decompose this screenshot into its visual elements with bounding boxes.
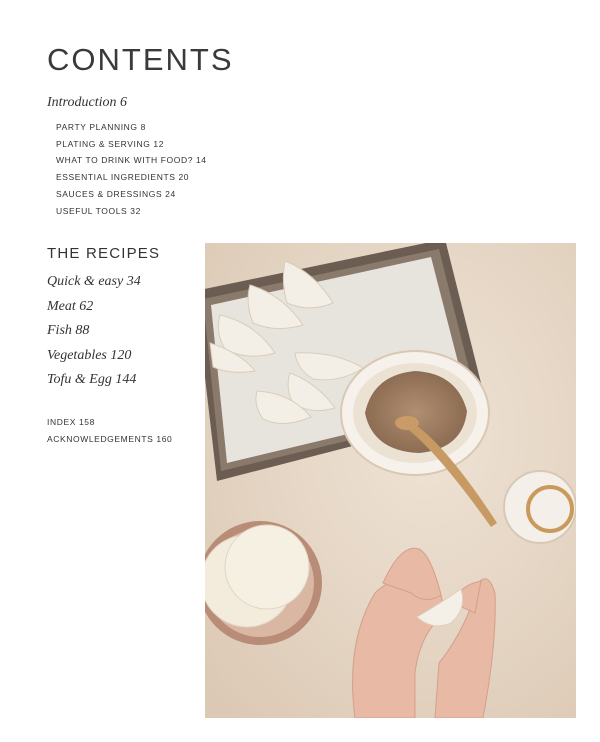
toc-item-quick-easy[interactable]: Quick & easy 34: [47, 274, 141, 289]
toc-item-plating-serving[interactable]: PLATING & SERVING 12: [56, 138, 165, 149]
sauce-bowl: [504, 471, 576, 543]
recipe-chapters: [47, 270, 141, 393]
toc-item-vegetables[interactable]: Vegetables 120: [47, 347, 132, 363]
dumpling-illustration: [205, 243, 576, 718]
recipes-heading: THE RECIPES: [47, 245, 161, 262]
toc-item-meat[interactable]: Meat 62: [47, 298, 94, 314]
toc-item-essential-ingredients[interactable]: ESSENTIAL INGREDIENTS 20: [56, 172, 190, 183]
toc-item-party-planning[interactable]: PARTY PLANNING 8: [56, 122, 146, 132]
page-title: CONTENTS: [47, 42, 234, 77]
toc-item-index[interactable]: INDEX 158: [47, 417, 95, 427]
back-matter: [47, 414, 172, 447]
toc-item-what-to-drink[interactable]: WHAT TO DRINK WITH FOOD? 14: [56, 155, 207, 166]
toc-item-tofu-egg[interactable]: Tofu & Egg 144: [47, 372, 137, 388]
dumpling-photo: [205, 243, 576, 718]
toc-item-sauces-dressings[interactable]: SAUCES & DRESSINGS 24: [56, 188, 176, 199]
toc-item-acknowledgements[interactable]: ACKNOWLEDGEMENTS 160: [47, 433, 173, 444]
toc-item-fish[interactable]: Fish 88: [47, 323, 90, 339]
introduction-subsections: [56, 119, 207, 219]
toc-introduction[interactable]: Introduction 6: [47, 95, 127, 110]
toc-item-useful-tools[interactable]: USEFUL TOOLS 32: [56, 205, 141, 216]
